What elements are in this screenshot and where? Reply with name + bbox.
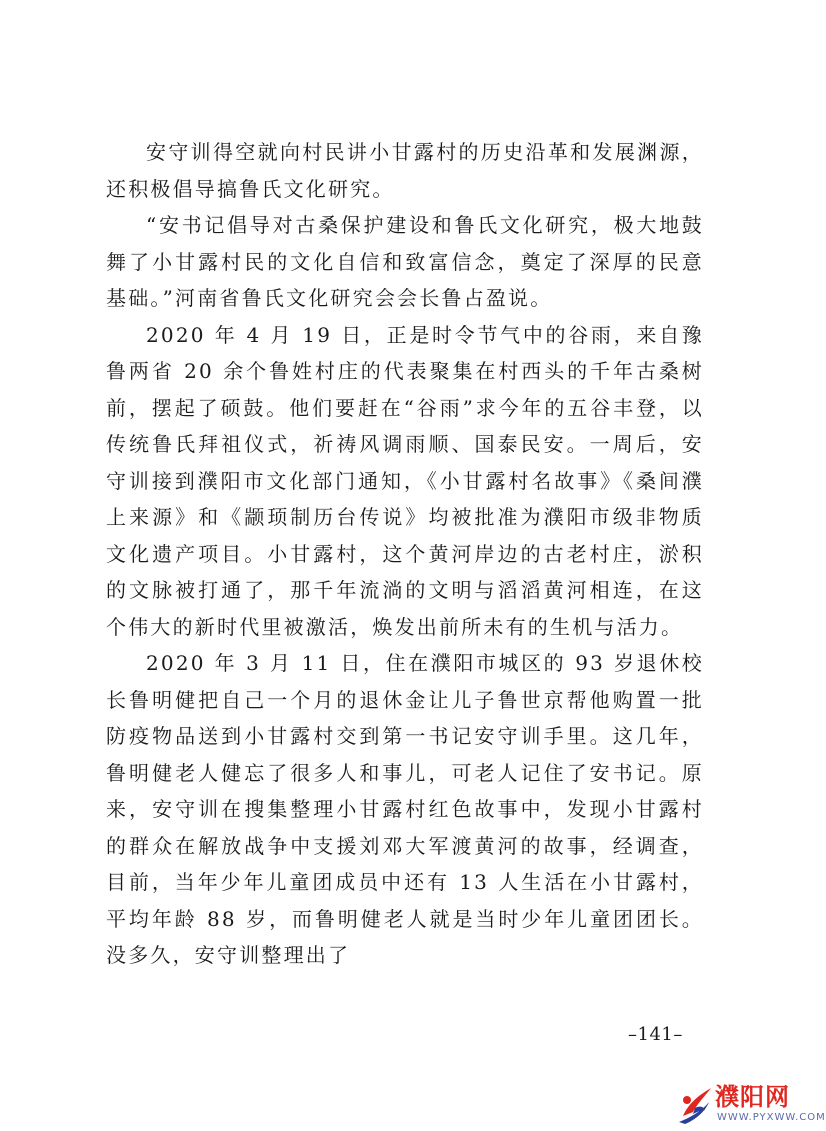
watermark-site-url: WWW.PYXWW.COM bbox=[717, 1112, 826, 1123]
paragraph-4: 2020 年 3 月 11 日，住在濮阳市城区的 93 岁退休校长鲁明健把自己一个月的退休金让儿子鲁世京帮他购置一批防疫物品送到小甘露村交到第一书记安守训手里。这几年，鲁明健老人健忘了很多人和事儿，可老人记住了安书记。原来，安守训在搜集整理小甘露村红色故事中，发现小甘露村的群众在解放战争中支援刘邓大军渡黄河的故事，经调查，目前，当年少年儿童团成员中还有 13 人生活在小甘露村，平均年龄 88 岁，而鲁明健老人就是当时少年儿童团团长。没多久，安守训整理出了 bbox=[106, 651, 704, 967]
paragraph-1: 安守训得空就向村民讲小甘露村的历史沿革和发展渊源，还积极倡导搞鲁氏文化研究。 bbox=[106, 140, 704, 201]
paragraph-2: “安书记倡导对古桑保护建设和鲁氏文化研究，极大地鼓舞了小甘露村民的文化自信和致富信念，奠定了深厚的民意基础。”河南省鲁氏文化研究会会长鲁占盈说。 bbox=[106, 213, 704, 310]
paragraph-3: 2020 年 4 月 19 日，正是时令节气中的谷雨，来自豫鲁两省 20 余个鲁姓村庄的代表聚集在村西头的千年古桑树前，摆起了硕鼓。他们要赶在“谷雨”求今年的五谷丰登，以传统鲁氏拜祖仪式，祈祷风调雨顺、国泰民安。一周后，安守训接到濮阳市文化部门通知，《小甘露村名故事》《桑间濮上来源》和《颛顼制历台传说》均被批准为濮阳市级非物质文化遗产项目。小甘露村，这个黄河岸边的古老村庄，淤积的文脉被打通了，那千年流淌的文明与滔滔黄河相连，在这个伟大的新时代里被激活，焕发出前所未有的生机与活力。 bbox=[106, 322, 704, 639]
site-watermark bbox=[675, 1082, 826, 1127]
watermark-site-name: 濮阳网 bbox=[715, 1083, 790, 1111]
page-number: –141– bbox=[628, 1024, 683, 1045]
pyxww-logo-icon bbox=[675, 1082, 715, 1126]
body-text bbox=[106, 134, 704, 974]
